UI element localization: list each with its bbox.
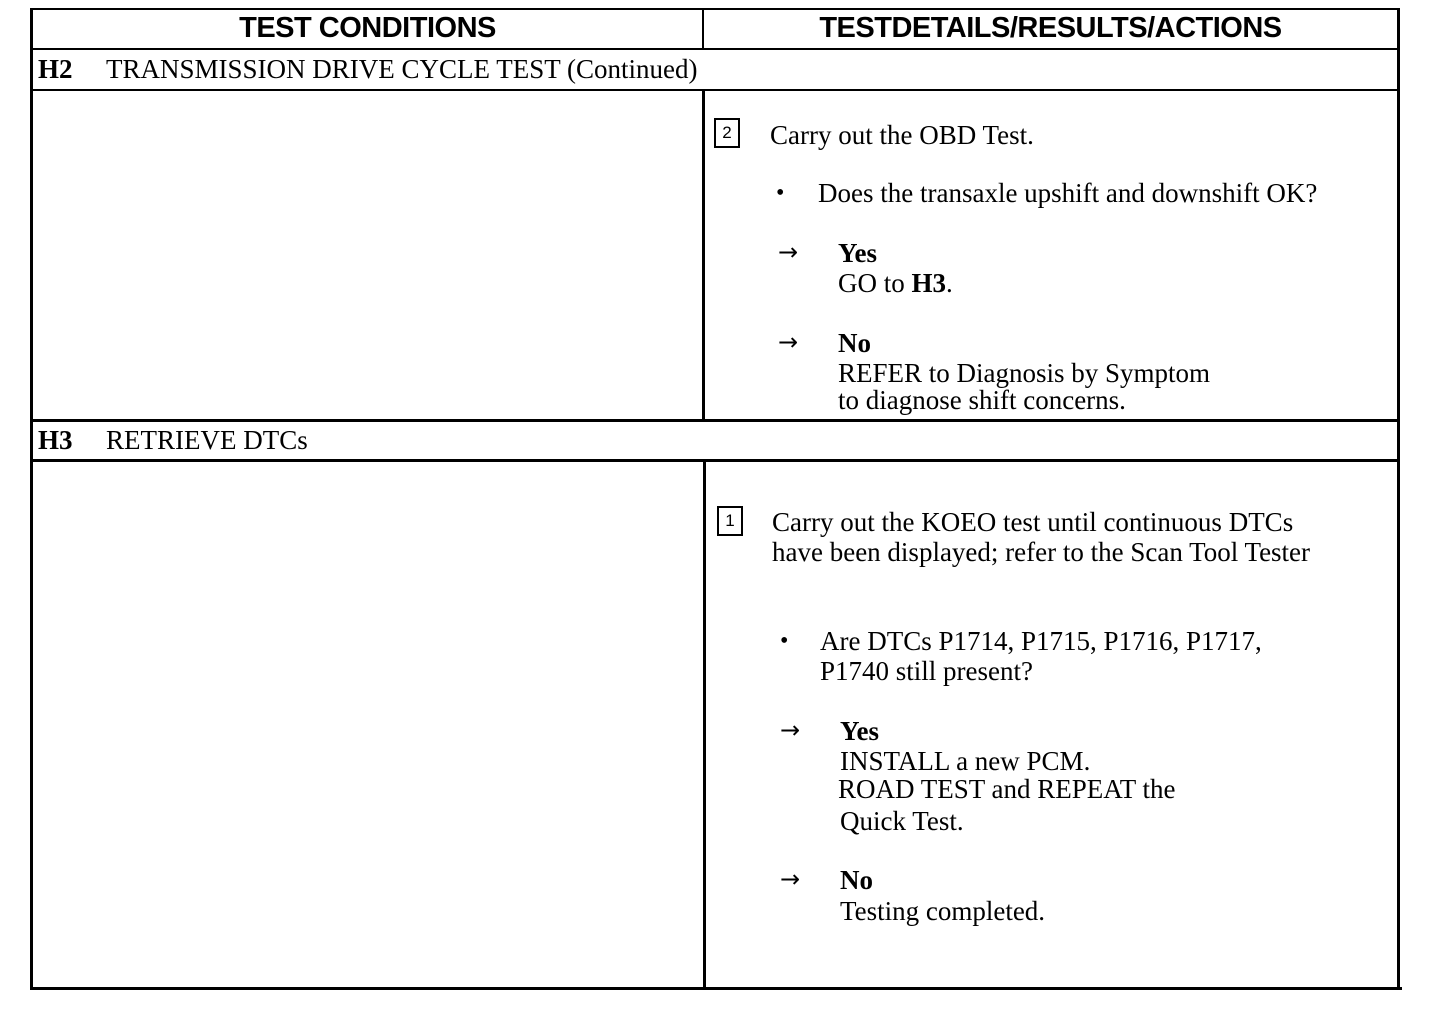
no-action-line: REFER to Diagnosis by Symptom	[838, 358, 1211, 388]
header-test-details: TESTDETAILS/RESULTS/ACTIONS	[819, 11, 1282, 44]
yes-action-line: INSTALL a new PCM.	[840, 746, 1091, 776]
no-label: No	[840, 865, 873, 895]
step-instruction-line: have been displayed; refer to the Scan Tool Tester	[772, 537, 1311, 567]
section-id: H3	[38, 425, 73, 455]
section-h2-title	[38, 54, 698, 85]
yes-action	[838, 268, 953, 298]
bullet-dot-icon: •	[780, 628, 789, 654]
step-number-box: 1	[717, 506, 743, 536]
no-action-line: Testing completed.	[840, 896, 1046, 926]
no-action-line: to diagnose shift concerns.	[838, 385, 1126, 415]
yes-label: Yes	[838, 238, 877, 268]
step-number-box: 2	[714, 118, 740, 148]
yes-action-suffix: .	[946, 268, 953, 298]
h2-body-bottom-border	[30, 419, 1400, 422]
yes-label: Yes	[840, 716, 879, 746]
yes-action-link: H3	[911, 268, 947, 298]
section-title: RETRIEVE DTCs	[106, 425, 308, 455]
no-label: No	[838, 328, 871, 358]
right-arrow-icon: →	[778, 328, 799, 356]
right-arrow-icon: →	[780, 716, 801, 744]
step-question-line: P1740 still present?	[820, 656, 1033, 686]
h2-title-bottom-border	[30, 89, 1400, 91]
step-instruction-line: Carry out the KOEO test until continuous DTCs	[772, 507, 1294, 537]
step-question-line: Are DTCs P1714, P1715, P1716, P1717,	[820, 626, 1262, 656]
table-bottom-border	[30, 987, 1402, 990]
yes-action-prefix: GO to	[838, 268, 912, 298]
section-id: H2	[38, 54, 73, 84]
yes-action-line: Quick Test.	[840, 806, 964, 836]
step-question: Does the transaxle upshift and downshift OK?	[818, 178, 1318, 208]
yes-action-line: ROAD TEST and REPEAT the	[838, 774, 1176, 804]
bullet-dot-icon: •	[776, 180, 785, 206]
h3-column-divider	[703, 461, 706, 989]
right-arrow-icon: →	[780, 865, 801, 893]
table-right-border	[1397, 8, 1400, 990]
table-left-border	[30, 8, 33, 990]
header-bottom-border	[30, 48, 1400, 50]
step-instruction: Carry out the OBD Test.	[770, 120, 1034, 150]
h3-title-bottom-border	[30, 459, 1400, 462]
right-arrow-icon: →	[778, 238, 799, 266]
h2-column-divider	[702, 90, 705, 421]
section-title: TRANSMISSION DRIVE CYCLE TEST (Continued)	[106, 54, 698, 84]
section-h3-title	[38, 425, 308, 456]
header-test-conditions: TEST CONDITIONS	[239, 11, 496, 44]
